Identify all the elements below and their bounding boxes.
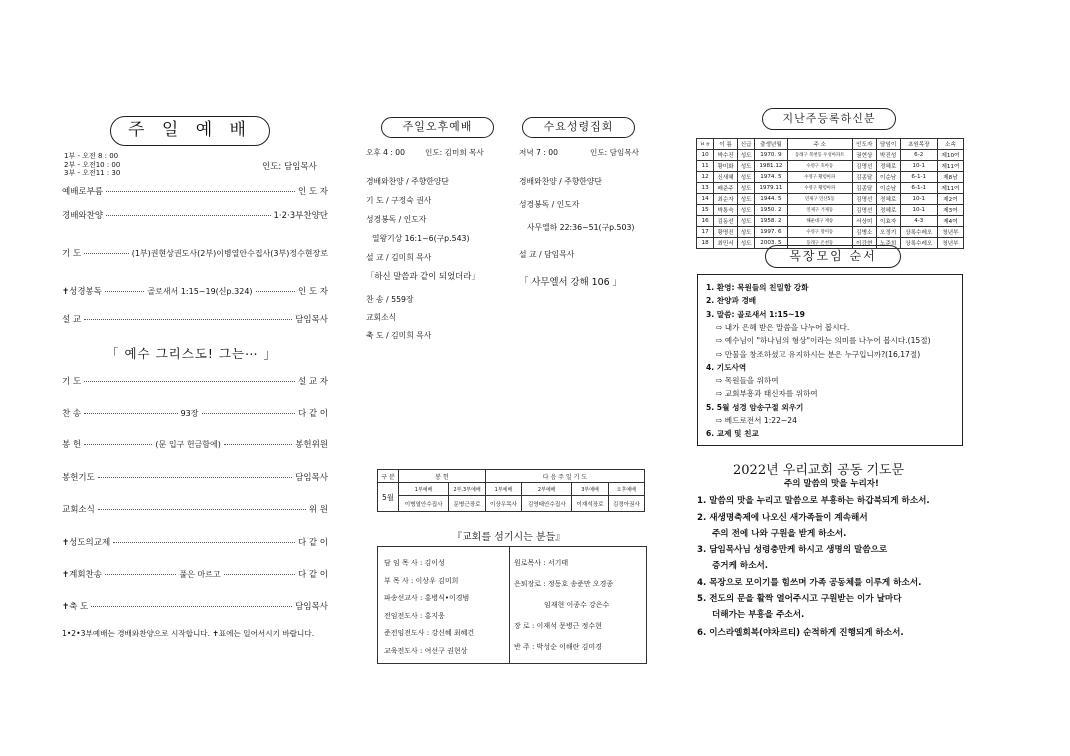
- newcomers-cell: 1950. 2: [755, 205, 787, 216]
- newcomers-cell: 2003. 5: [755, 238, 787, 249]
- cell-meeting-title: 목장모임 순서: [765, 245, 901, 268]
- order-responsible: 다 같 이: [297, 570, 329, 580]
- dot-leader: [202, 412, 295, 414]
- newcomers-cell: 성도: [738, 150, 755, 161]
- wednesday-service-title: 수요성령집회: [522, 117, 635, 138]
- order-row: [62, 313, 328, 325]
- table-subheader: 1부예배: [485, 483, 521, 496]
- newcomers-cell: 김종달: [852, 172, 876, 183]
- dot-leader: [84, 443, 152, 445]
- newcomers-cell: 제4여: [937, 216, 963, 227]
- newcomers-cell: 황명진: [714, 227, 738, 238]
- dot-leader: [84, 380, 295, 382]
- newcomers-cell: 10: [697, 150, 714, 161]
- table-subheader: 3부예배: [572, 483, 608, 496]
- newcomers-header: 소속: [937, 139, 963, 150]
- cell-meeting-line: ⇨ 목원들을 위하여: [716, 376, 779, 386]
- newcomers-cell: 노준희: [876, 238, 900, 249]
- morning-service-title: 주 일 예 배: [110, 116, 270, 146]
- wednesday-leader: 인도: 담임목사: [590, 148, 639, 157]
- afternoon-line: 설 교 / 김미희 목사: [366, 253, 432, 262]
- morning-leader: 인도: 담임목사: [262, 162, 317, 172]
- servant-line: 전임전도사 : 홍지웅: [384, 611, 445, 620]
- servant-line: 준전임전도사 : 강신혜 최혜건: [384, 629, 475, 637]
- newcomers-cell: 수영구 황령아파: [787, 183, 852, 194]
- newcomers-cell: 성도: [738, 216, 755, 227]
- dot-leader: [84, 318, 292, 320]
- order-label: ✝축 도: [62, 602, 89, 612]
- newcomers-cell: 배준주: [714, 183, 738, 194]
- order-row: [62, 503, 328, 515]
- table-subheader: 2부,3부예배: [449, 483, 486, 496]
- newcomers-header: ㅂㅎ: [697, 139, 714, 150]
- order-label: 찬 송: [62, 409, 82, 419]
- order-label: 경배와찬양: [62, 211, 104, 221]
- cell-meeting-line: 5. 5월 성경 암송구절 외우기: [706, 402, 804, 412]
- order-label: 설 교: [62, 315, 82, 325]
- cell-meeting-line: 4. 기도사역: [706, 362, 747, 372]
- dot-leader: [105, 290, 144, 292]
- newcomers-cell: 1944. 5: [755, 194, 787, 205]
- order-label: 교회소식: [62, 505, 95, 515]
- wednesday-line: 설 교 / 담임목사: [519, 250, 575, 259]
- newcomers-cell: 제2여: [937, 194, 963, 205]
- table-header: 봉 헌: [399, 470, 486, 483]
- newcomers-cell: 수영구 망미동: [787, 227, 852, 238]
- newcomers-cell: 6-2: [900, 150, 937, 161]
- newcomers-cell: 10-1: [900, 205, 937, 216]
- servant-line: 장 로 : 이재석 문병근 정수현: [514, 622, 602, 630]
- order-responsible: 담임목사: [295, 315, 328, 325]
- newcomers-cell: 1981.12: [755, 161, 787, 172]
- cell-meeting-line: ⇨ 베드로전서 1:22~24: [716, 416, 797, 425]
- newcomers-header: 이 름: [714, 139, 738, 150]
- cell-meeting-line: 3. 말씀: 골로새서 1:15~19: [706, 309, 805, 319]
- prayer-line: 1. 말씀의 맛을 누리고 말씀으로 부흥하는 하갑북되게 하소서.: [697, 496, 930, 506]
- newcomers-cell: 최민서: [714, 238, 738, 249]
- newcomers-cell: 10-1: [900, 161, 937, 172]
- table-header: 구 분: [378, 470, 399, 483]
- newcomers-cell: 박수진: [714, 150, 738, 161]
- order-detail: 풀은 마르고: [179, 569, 221, 579]
- table-header: 다 음 주 일 기 도: [485, 470, 644, 483]
- table-subheader: 오후예배: [608, 483, 644, 496]
- newcomers-header: 주 소: [787, 139, 852, 150]
- newcomers-cell: 1997. 6: [755, 227, 787, 238]
- prayer-line: 주의 전에 나와 구원을 받게 하소서.: [712, 529, 847, 539]
- newcomers-title: 지난주등록하신분: [762, 108, 896, 130]
- newcomers-header: 인도자: [852, 139, 876, 150]
- table-cell: 김영태안수집사: [522, 496, 572, 512]
- order-responsible: 담임목사: [295, 602, 328, 612]
- servant-line: 반 주 : 박성순 이해란 김미경: [514, 643, 602, 651]
- prayer-line: 증거케 하소서.: [712, 561, 769, 571]
- prayer-line: 더해가는 부흥을 주소서.: [712, 610, 805, 620]
- newcomers-cell: 1979.11: [755, 183, 787, 194]
- servant-line: 부 목 사 : 이상우 김미희: [384, 576, 459, 585]
- table-cell: 이재석장로: [572, 496, 608, 512]
- servants-left: [384, 555, 474, 660]
- order-row: [62, 536, 328, 548]
- service-schedule-table: [377, 469, 645, 512]
- newcomers-cell: 성도: [738, 172, 755, 183]
- service-time-1: 1부 - 오전 8 : 00: [64, 152, 119, 160]
- order-row: [62, 568, 328, 580]
- newcomers-table: [696, 138, 964, 249]
- servant-line: 은퇴장로 : 정동호 송준만 오경종: [514, 580, 614, 588]
- order-label: ✝계회찬송: [62, 570, 102, 580]
- servant-line: 원로목사 : 서기태: [514, 559, 569, 567]
- order-row: [62, 185, 328, 197]
- dot-leader: [84, 252, 129, 254]
- order-detail: 93장: [180, 408, 199, 418]
- newcomers-cell: 1974. 5: [755, 172, 787, 183]
- dot-leader: [106, 214, 270, 216]
- cell-meeting-line: ⇨ 교회부흥과 태신자를 위하여: [716, 389, 818, 399]
- newcomers-cell: 최순자: [714, 194, 738, 205]
- service-time-2: 2부 - 오전10 : 00: [64, 160, 121, 169]
- servant-line: 임재현 이종수 강은수: [544, 601, 610, 609]
- newcomers-cell: 동래구 온천동: [787, 238, 852, 249]
- newcomers-cell: 성도: [738, 194, 755, 205]
- order-responsible: 1·2·3부찬양단: [273, 211, 328, 221]
- newcomers-cell: 김동선: [714, 216, 738, 227]
- newcomers-cell: 청년부: [937, 238, 963, 249]
- newcomers-cell: 서상미: [852, 216, 876, 227]
- newcomers-cell: 이강현: [852, 238, 876, 249]
- service-time-3: 3부 - 오전11 : 30: [64, 169, 121, 177]
- order-row: [62, 247, 328, 259]
- newcomers-cell: 정혜로: [876, 194, 900, 205]
- newcomers-row: [697, 205, 964, 216]
- dot-leader: [106, 190, 295, 192]
- table-month: 5월: [378, 483, 399, 512]
- wednesday-line: 성경봉독 / 인도자: [519, 200, 580, 209]
- newcomers-cell: 11: [697, 161, 714, 172]
- dot-leader: [224, 443, 292, 445]
- order-label: 봉 헌: [62, 440, 82, 450]
- order-responsible: 인 도 자: [297, 187, 328, 197]
- order-responsible: 인 도 자: [297, 287, 328, 297]
- newcomers-cell: 해운대구 재송: [787, 216, 852, 227]
- prayer-subtitle: 주의 말씀의 맛을 누리자!: [784, 479, 879, 489]
- newcomers-cell: 동래구 복천동 우성아파트: [787, 150, 852, 161]
- newcomers-cell: 14: [697, 194, 714, 205]
- newcomers-cell: 정혜로: [876, 161, 900, 172]
- newcomers-cell: 김종달: [852, 183, 876, 194]
- cell-meeting-line: ⇨ 내가 은혜 받은 말씀을 나누어 봅시다.: [716, 322, 850, 332]
- afternoon-line: 경배와찬양 / 주향한양단: [366, 177, 449, 186]
- order-responsible: 다 같 이: [297, 409, 328, 419]
- servant-line: 파송선교사 : 홍병식•이경범: [384, 594, 470, 602]
- dot-leader: [224, 573, 295, 575]
- newcomers-cell: 이순남: [876, 183, 900, 194]
- newcomers-cell: 16: [697, 216, 714, 227]
- newcomers-cell: 제8남: [937, 172, 963, 183]
- newcomers-cell: 이효자: [876, 216, 900, 227]
- newcomers-cell: 1958. 2: [755, 216, 787, 227]
- dot-leader: [113, 541, 295, 543]
- newcomers-cell: 황미화: [714, 161, 738, 172]
- order-row: [62, 438, 328, 450]
- afternoon-service-title: 주일오후예배: [381, 117, 494, 138]
- wednesday-line: 경배와찬양 / 주향한양단: [519, 177, 602, 186]
- newcomers-cell: 김명선: [852, 205, 876, 216]
- newcomers-cell: 박진성: [876, 150, 900, 161]
- table-cell: 이병열안수집사: [399, 496, 449, 512]
- newcomers-cell: 4-3: [900, 216, 937, 227]
- table-cell: 김경아권사: [608, 496, 644, 512]
- dot-leader: [98, 476, 292, 478]
- order-label: ✝성도의교제: [62, 538, 111, 548]
- order-label: 봉헌기도: [62, 473, 95, 483]
- newcomers-cell: 12: [697, 172, 714, 183]
- newcomers-header: 출생년월: [755, 139, 787, 150]
- newcomers-cell: 권현상: [852, 150, 876, 161]
- newcomers-cell: 상록수레오: [900, 238, 937, 249]
- newcomers-row: [697, 194, 964, 205]
- afternoon-time: 오후 4 : 00: [366, 148, 405, 157]
- newcomers-cell: 수영구 호아동: [787, 161, 852, 172]
- afternoon-line: 찬 송 / 559장: [366, 295, 414, 304]
- servant-line: 담 임 목 사 : 김이성: [384, 559, 445, 567]
- order-responsible: 담임목사: [295, 473, 328, 483]
- prayer-line: 3. 담임목사님 성령충만케 하시고 생명의 말씀으로: [697, 545, 888, 555]
- cell-meeting-line: ⇨ 만물을 창조하셨고 유지하시는 분은 누구입니까?(16,17절): [716, 349, 921, 359]
- newcomers-cell: 성도: [738, 205, 755, 216]
- newcomers-cell: 김명선: [852, 194, 876, 205]
- order-label: 기 도: [62, 377, 82, 387]
- newcomers-cell: 성도: [738, 227, 755, 238]
- dot-leader: [105, 573, 176, 575]
- wednesday-time: 저녁 7 : 00: [519, 148, 558, 157]
- newcomers-cell: 김명선: [852, 161, 876, 172]
- newcomers-cell: 신새혜: [714, 172, 738, 183]
- order-row: [62, 285, 328, 297]
- cell-meeting-line: 2. 찬양과 경배: [706, 296, 757, 306]
- afternoon-leader: 인도: 김미희 목사: [425, 148, 484, 157]
- newcomers-row: [697, 216, 964, 227]
- newcomers-cell: 18: [697, 238, 714, 249]
- order-row: [62, 471, 328, 483]
- dot-leader: [98, 508, 306, 510]
- order-responsible: 위 원: [308, 505, 328, 515]
- order-detail: 골로새서 1:15~19(신p.324): [147, 286, 253, 296]
- cell-meeting-line: 6. 교제 및 친교: [706, 429, 759, 439]
- servants-right: [514, 553, 613, 658]
- newcomers-cell: 연제구 연산5동: [787, 194, 852, 205]
- newcomers-cell: 15: [697, 205, 714, 216]
- service-times: [64, 152, 120, 178]
- newcomers-cell: 성도: [738, 238, 755, 249]
- afternoon-line: 「하신 말씀과 같이 되었더라」: [366, 271, 480, 281]
- servants-box: [377, 546, 647, 664]
- dot-leader: [256, 290, 295, 292]
- newcomers-cell: 정혜로: [876, 205, 900, 216]
- dot-leader: [91, 605, 292, 607]
- afternoon-line: 교회소식: [366, 313, 397, 322]
- order-responsible: 다 같 이: [297, 538, 328, 548]
- order-label: ✝성경봉독: [62, 287, 102, 297]
- prayer-line: 5. 전도의 문을 활짝 열어주시고 구원받는 이가 날마다: [697, 594, 902, 604]
- newcomers-header: 신급: [738, 139, 755, 150]
- order-responsible: 봉헌위원: [295, 440, 329, 450]
- afternoon-line: 성경봉독 / 인도자: [366, 215, 427, 224]
- newcomers-cell: 김병소: [852, 227, 876, 238]
- newcomers-header: 초원목장: [900, 139, 937, 150]
- afternoon-line: 기 도 / 구정숙 권사: [366, 196, 432, 205]
- order-label: 예배로부름: [62, 187, 104, 197]
- newcomers-cell: 성도: [738, 183, 755, 194]
- newcomers-cell: 청년부: [937, 227, 963, 238]
- newcomers-cell: 6-1-1: [900, 172, 937, 183]
- servants-divider: [509, 547, 510, 663]
- newcomers-cell: 17: [697, 227, 714, 238]
- order-row: [62, 375, 328, 387]
- order-detail: (문 입구 헌금함에): [155, 439, 221, 449]
- newcomers-cell: 13: [697, 183, 714, 194]
- newcomers-row: [697, 172, 964, 183]
- servants-title: 『교회를 섬기시는 분들』: [452, 532, 566, 543]
- newcomers-row: [697, 227, 964, 238]
- newcomers-cell: 제3여: [937, 205, 963, 216]
- wednesday-line: 「 사무엘서 강해 106 」: [519, 277, 622, 288]
- afternoon-line: 열왕기상 16:1~6(구p.543): [372, 234, 470, 243]
- wednesday-line: 사무엘하 22:36~51(구p.503): [527, 223, 635, 232]
- newcomers-header: 담임이: [876, 139, 900, 150]
- order-row: [62, 209, 328, 221]
- newcomers-cell: 연제구 거제동: [787, 205, 852, 216]
- newcomers-cell: 이순남: [876, 172, 900, 183]
- newcomers-cell: 제11여: [937, 183, 963, 194]
- table-subheader: 2부예배: [522, 483, 572, 496]
- newcomers-cell: 1970. 9: [755, 150, 787, 161]
- afternoon-line: 축 도 / 김미희 목사: [366, 331, 432, 340]
- order-label: 기 도: [62, 249, 82, 259]
- sermon-title: 「 예수 그리스도! 그는⋯ 」: [106, 346, 278, 361]
- order-responsible: 설 교 자: [297, 377, 328, 387]
- table-cell: 이상우목사: [485, 496, 521, 512]
- order-row: [62, 407, 328, 419]
- order-detail: (1부)권현상권도사(2부)이병열안수집사(3부)정수현장로: [131, 248, 328, 258]
- newcomers-row: [697, 161, 964, 172]
- cell-meeting-line: ⇨ 예수님이 "하나님의 형상"이라는 의미를 나누어 봅시다.(15절): [716, 336, 931, 346]
- newcomers-cell: 6-1-1: [900, 183, 937, 194]
- dot-leader: [84, 412, 177, 414]
- order-row: [62, 600, 328, 612]
- newcomers-cell: 10-1: [900, 194, 937, 205]
- morning-footnote: 1•2•3부예배는 경배와찬양으로 시작합니다. ✝표에는 일어서시기 바랍니다.: [62, 629, 315, 638]
- newcomers-cell: 성도: [738, 161, 755, 172]
- newcomers-cell: 수영구 황령아파: [787, 172, 852, 183]
- table-subheader: 1부예배: [399, 483, 449, 496]
- table-cell: 문병근장로: [449, 496, 486, 512]
- newcomers-row: [697, 150, 964, 161]
- newcomers-cell: 제10여: [937, 150, 963, 161]
- prayer-line: 4. 목장으로 모이기를 힘쓰며 가족 공동체를 이루게 하소서.: [697, 578, 922, 588]
- newcomers-cell: 오정기: [876, 227, 900, 238]
- prayer-title: 2022년 우리교회 공동 기도문: [733, 463, 905, 478]
- prayer-line: 2. 새생명축제에 나오신 새가족들이 계속해서: [697, 513, 868, 523]
- cell-meeting-line: 1. 환영: 목원들의 친밀함 강화: [706, 283, 809, 292]
- newcomers-cell: 박통숙: [714, 205, 738, 216]
- servant-line: 교육전도사 : 여선구 권현상: [384, 646, 468, 655]
- newcomers-row: [697, 183, 964, 194]
- newcomers-cell: 제11여: [937, 161, 963, 172]
- prayer-line: 6. 이스라엘회복(야차르티) 순적하게 진행되게 하소서.: [697, 628, 904, 638]
- newcomers-cell: 상록수레오: [900, 227, 937, 238]
